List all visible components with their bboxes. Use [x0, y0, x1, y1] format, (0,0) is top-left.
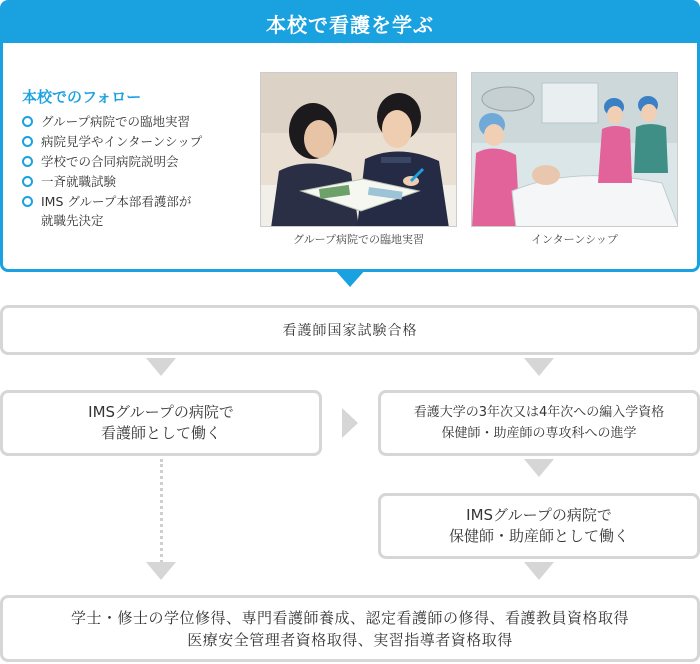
- box-text: IMSグループの病院で: [88, 403, 234, 421]
- list-item-text: 学校での合同病院説明会: [41, 154, 179, 169]
- list-item: [22, 152, 252, 171]
- circle-bullet-icon: [22, 176, 33, 187]
- list-item-text: 一斉就職試験: [41, 174, 117, 189]
- list-item-text: 病院見学やインターンシップ: [41, 134, 203, 149]
- clinical-training-illustration: [261, 73, 457, 227]
- follow-list: [22, 112, 252, 231]
- panel-title: 本校で看護を学ぶ: [3, 3, 697, 43]
- box-text: 保健師・助産師として働く: [448, 527, 629, 545]
- career-development-box: [0, 595, 700, 662]
- circle-bullet-icon: [22, 196, 33, 207]
- down-arrow-icon: [524, 358, 554, 376]
- list-item: [22, 172, 252, 191]
- circle-bullet-icon: [22, 156, 33, 167]
- down-arrow-icon: [524, 562, 554, 580]
- follow-title: 本校でのフォロー: [22, 88, 142, 106]
- down-arrow-icon: [334, 269, 366, 287]
- list-item: [22, 112, 252, 131]
- internship-photo: [471, 72, 678, 227]
- circle-bullet-icon: [22, 116, 33, 127]
- list-item: [22, 192, 252, 230]
- exam-pass-box: [0, 305, 700, 355]
- box-text: 看護師として働く: [100, 424, 221, 442]
- box-text: 看護師国家試験合格: [282, 323, 418, 339]
- down-arrow-icon: [146, 358, 176, 376]
- internship-illustration: [472, 73, 678, 227]
- public-health-work-box: [378, 493, 700, 559]
- down-arrow-icon: [146, 562, 176, 580]
- circle-bullet-icon: [22, 136, 33, 147]
- clinical-training-photo: [260, 72, 457, 227]
- dotted-connector: [160, 459, 163, 563]
- box-text: 医療安全管理者資格取得、実習指導者資格取得: [187, 630, 513, 649]
- box-text: 保健師・助産師の専攻科への進学: [441, 426, 637, 441]
- down-arrow-icon: [524, 459, 554, 477]
- box-text: 学士・修士の学位修得、専門看護師養成、認定看護師の修得、看護教員資格取得: [70, 608, 629, 627]
- box-text: IMSグループの病院で: [466, 506, 612, 524]
- right-arrow-icon: [342, 408, 358, 438]
- list-item-text: IMS グループ本部看護部が: [41, 194, 192, 209]
- list-item-text: 就職先決定: [41, 213, 104, 228]
- list-item: [22, 132, 252, 151]
- list-item-text: グループ病院での臨地実習: [41, 114, 191, 129]
- photo-caption: インターンシップ: [531, 233, 618, 246]
- box-text: 看護大学の3年次又は4年次への編入学資格: [413, 405, 665, 420]
- photo-caption: グループ病院での臨地実習: [292, 233, 425, 246]
- nurse-work-box: [0, 390, 322, 456]
- university-advance-box: [378, 390, 700, 456]
